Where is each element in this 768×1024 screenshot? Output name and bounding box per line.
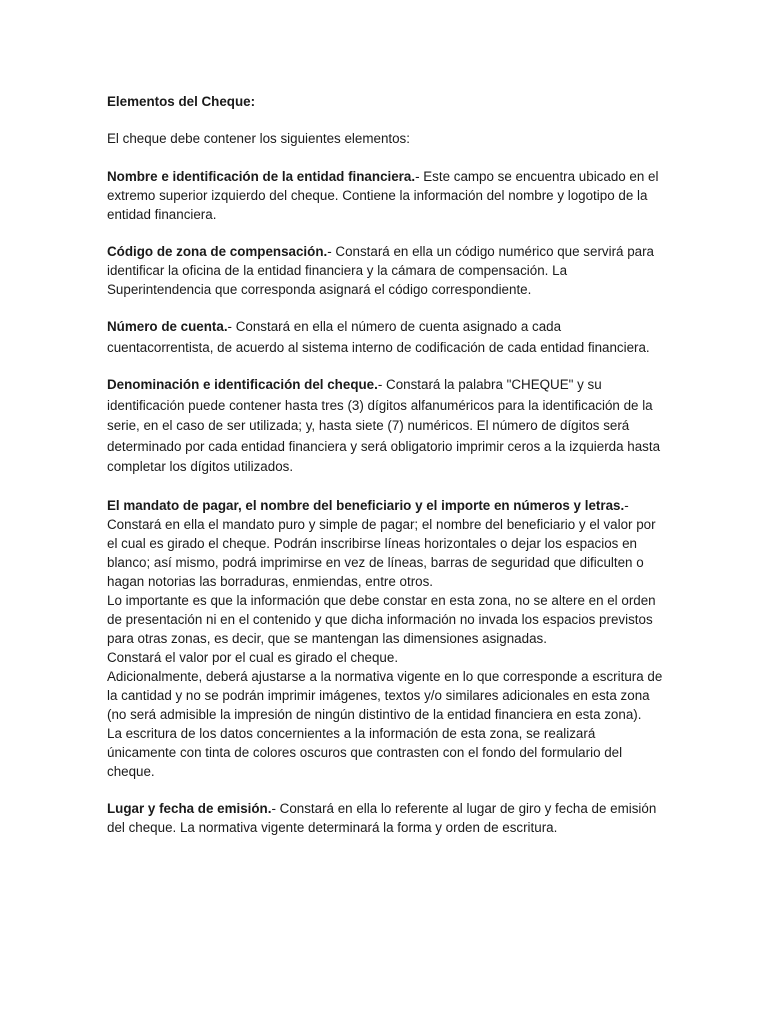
section-entidad-financiera [107, 167, 663, 224]
section-heading: Lugar y fecha de emisión. [107, 800, 272, 816]
section-paragraph: Constará el valor por el cual es girado el cheque. [107, 649, 399, 665]
section-paragraph [107, 317, 663, 358]
section-paragraph: Adicionalmente, deberá ajustarse a la normativa vigente en lo que corresponde a escritura de la cantidad y no se podrán imprimir imágenes, textos y/o similares adicionales en esta zona (no será admisible la impresión de ningún distintivo de la entidad financiera en esta zona). [107, 668, 663, 722]
section-body: - Constará en ella el número de cuenta asignado a cada cuentacorrentista, de acuerdo al sistema interno de codificación de cada entidad financiera. [107, 319, 650, 355]
section-codigo-zona [107, 242, 663, 299]
section-heading: Nombre e identificación de la entidad financiera. [107, 169, 416, 184]
section-body: - Constará en ella lo referente al lugar de giro y fecha de emisión del cheque. La normativa vigente determinará la forma y orden de escritura. [107, 800, 657, 835]
section-paragraph [107, 242, 663, 299]
section-paragraph [107, 496, 663, 591]
section-body: - Constará en ella el mandato puro y simple de pagar; el nombre del beneficiario y el valor por el cual es girado el cheque. Podrán inscribirse líneas horizontales o dejar los espacios en blanco; así mismo, podrá imprimirse en vez de líneas, barras de seguridad que dificulten o hagan notorias las borraduras, enmiendas, entre otros. [107, 497, 656, 589]
section-lugar-fecha [107, 799, 663, 837]
section-body: - Constará la palabra "CHEQUE" y su identificación puede contener hasta tres (3) dígitos alfanuméricos para la identificación de la serie, en el caso de ser utilizada; y, hasta siete (7) numéricos. El número de dígitos será determinado por cada entidad financiera y será obligatorio imprimir ceros a la izquierda hasta completar los dígitos utilizados. [107, 377, 661, 474]
document-page [107, 92, 663, 855]
document-intro: El cheque debe contener los siguientes elementos: [107, 131, 410, 146]
section-heading: El mandato de pagar, el nombre del beneficiario y el importe en números y letras. [107, 497, 625, 513]
section-mandato-pagar [107, 496, 663, 781]
section-paragraph [107, 799, 663, 837]
section-heading: Denominación e identificación del cheque. [107, 377, 378, 392]
section-paragraph: Lo importante es que la información que debe constar en esta zona, no se altere en el orden de presentación ni en el contenido y que dicha información no invada los espacios previstos para otras zonas, es decir, que se mantengan las dimensiones asignadas. [107, 592, 656, 646]
section-paragraph: La escritura de los datos concernientes a la información de esta zona, se realizará únicamente con tinta de colores oscuros que contrasten con el fondo del formulario del cheque. [107, 725, 623, 779]
section-numero-cuenta [107, 317, 663, 358]
section-denominacion-cheque [107, 375, 663, 478]
section-body: - Constará en ella un código numérico que servirá para identificar la oficina de la entidad financiera y la cámara de compensación. La Superintendencia que corresponda asignará el código correspondiente. [107, 244, 654, 297]
section-heading: Número de cuenta. [107, 319, 228, 334]
section-paragraph [107, 167, 663, 224]
section-body: - Este campo se encuentra ubicado en el extremo superior izquierdo del cheque. Contiene la información del nombre y logotipo de la entidad financiera. [107, 169, 659, 222]
section-paragraph [107, 375, 663, 478]
section-heading: Código de zona de compensación. [107, 244, 328, 259]
document-title: Elementos del Cheque: [107, 94, 256, 109]
